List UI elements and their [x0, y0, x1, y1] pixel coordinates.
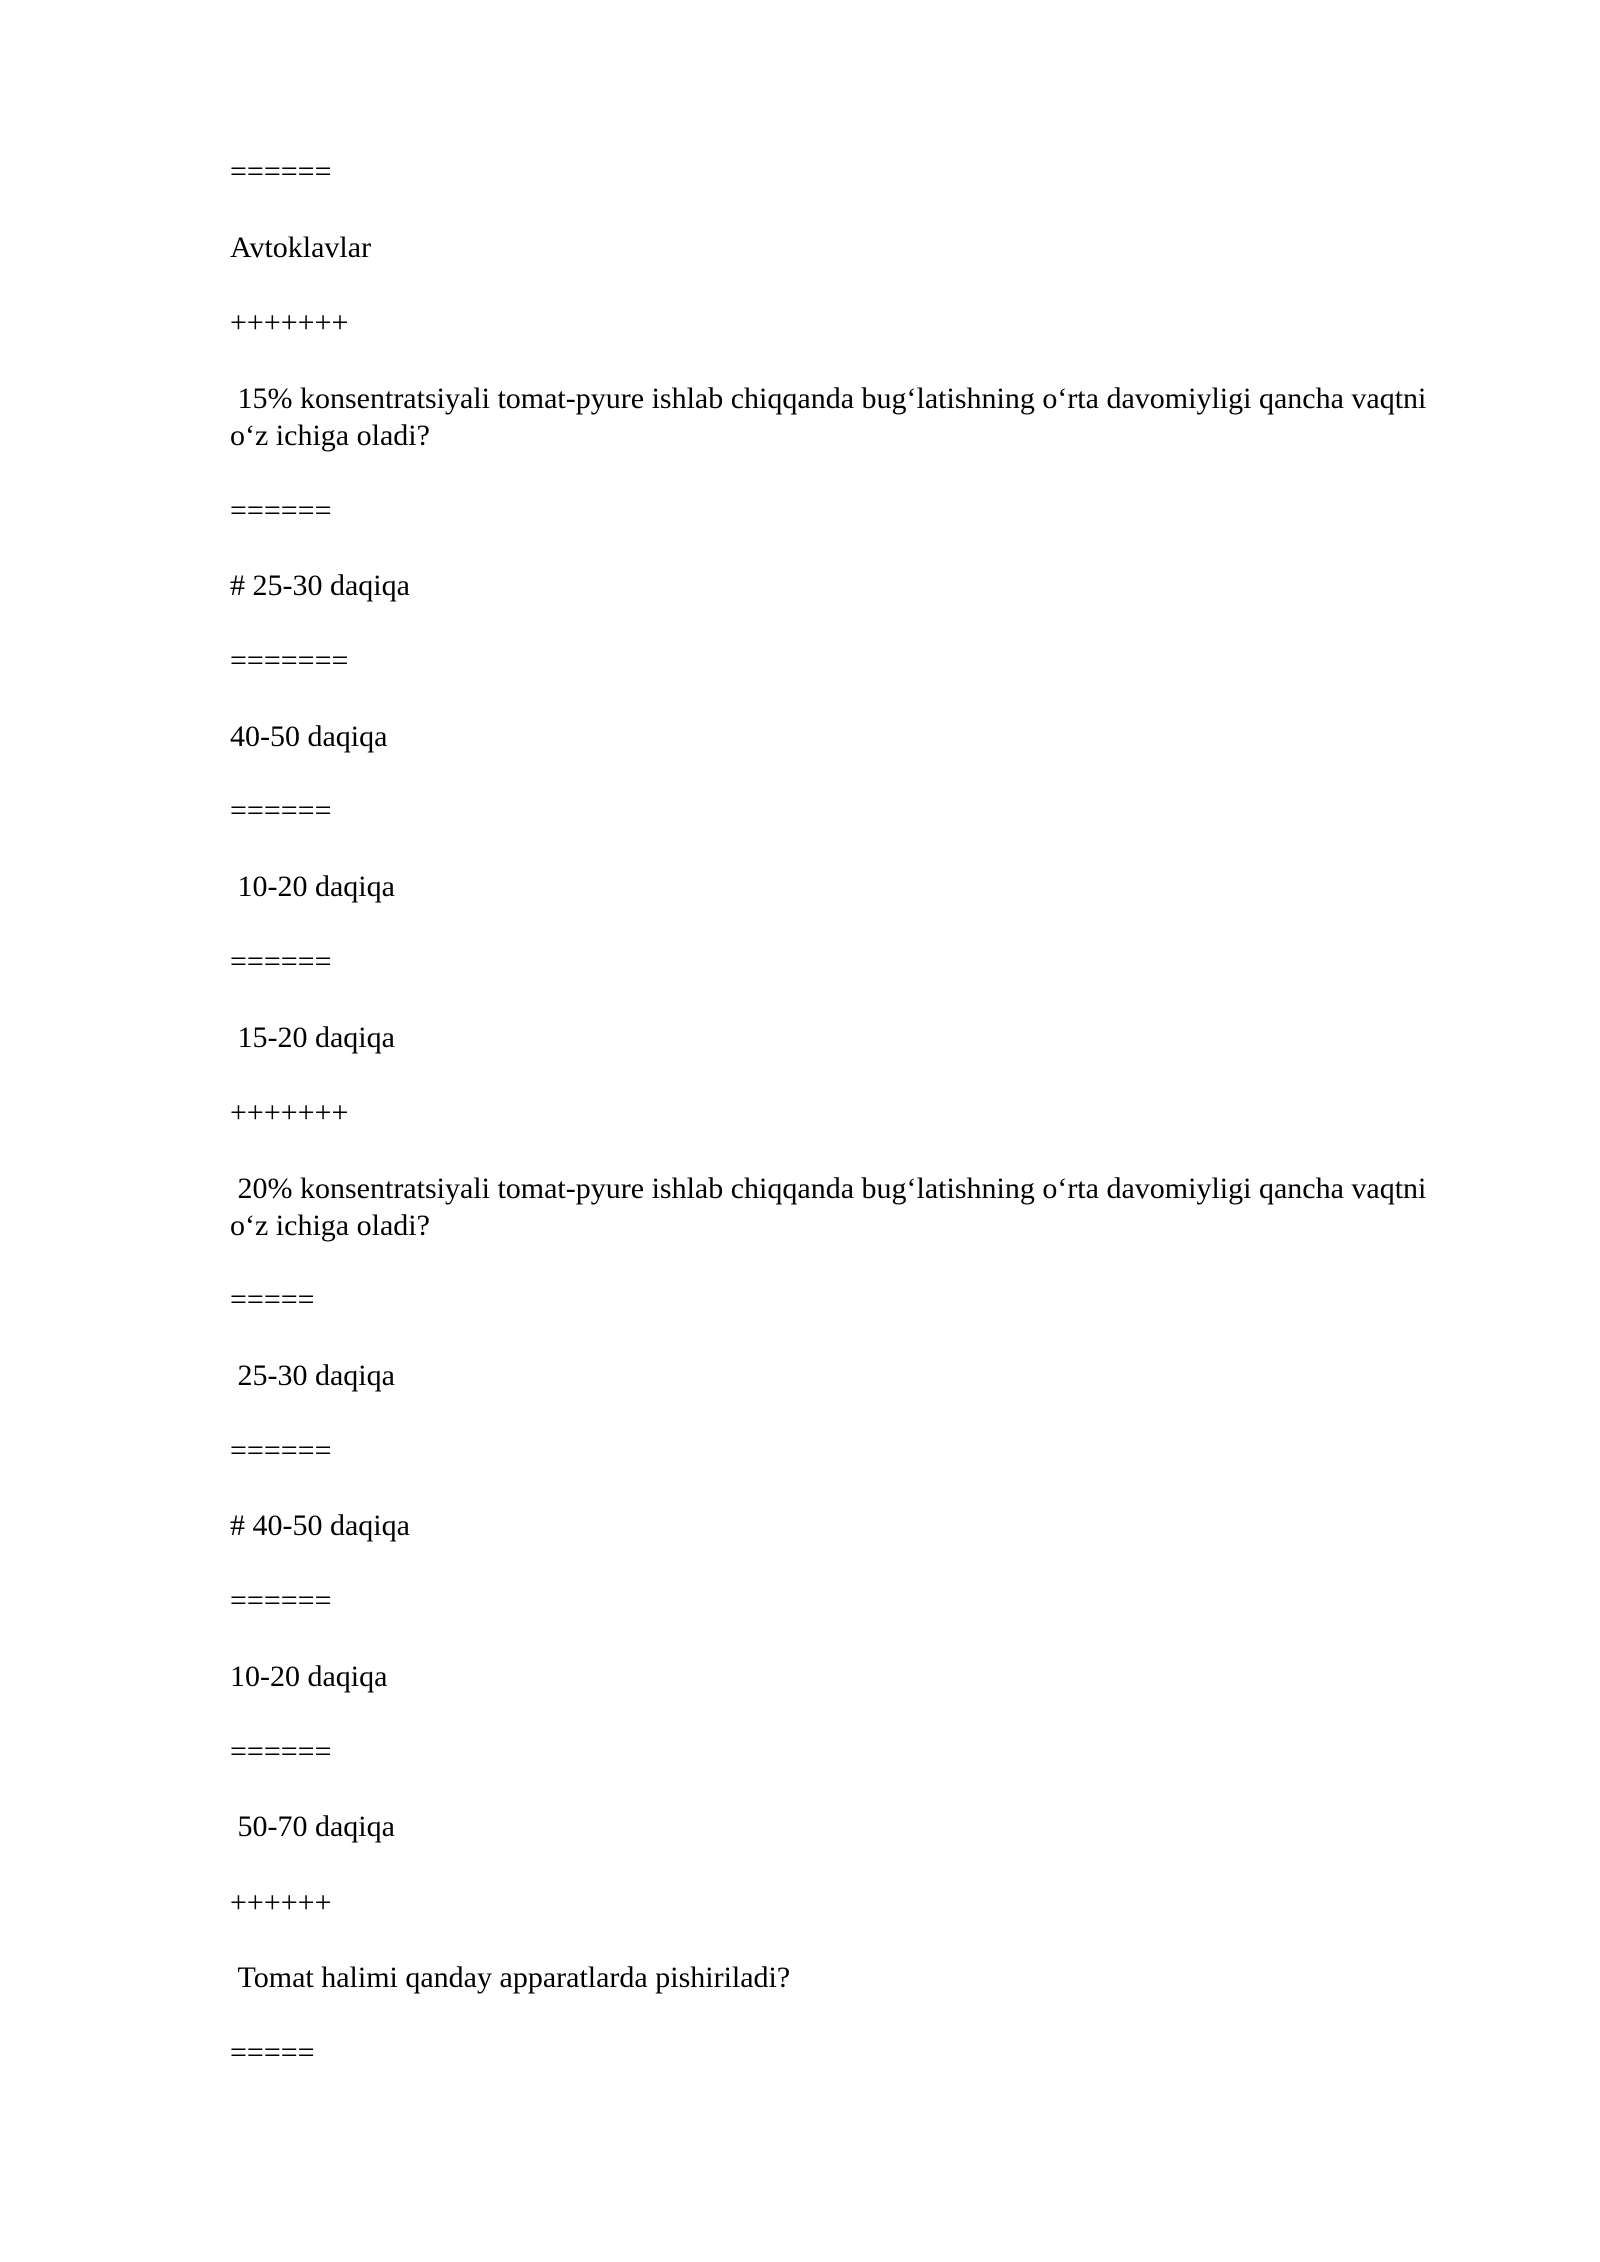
question-separator: +++++++ [230, 306, 349, 339]
separator-line: ====== [230, 945, 332, 978]
separator-line: ====== [230, 1735, 332, 1768]
answer-option: 25-30 daqiqa [230, 1359, 395, 1392]
separator-line: ====== [230, 494, 332, 527]
question-text: Tomat halimi qanday apparatlarda pishiriladi? [230, 1961, 791, 1994]
separator-line: ====== [230, 794, 332, 827]
separator-line: ====== [230, 1584, 332, 1617]
question-separator: ++++++ [230, 1886, 332, 1919]
answer-option: 50-70 daqiqa [230, 1810, 395, 1843]
question-separator: +++++++ [230, 1096, 349, 1129]
separator-line: ======= [230, 644, 349, 677]
correct-answer-option: # 25-30 daqiqa [230, 569, 410, 602]
question-text: 20% konsentratsiyali tomat-pyure ishlab chiqqanda bug‘latishning o‘rta davomiyligi qancha vaqtni o‘z ichiga oladi? [230, 1172, 1434, 1242]
separator-line: ====== [230, 155, 332, 188]
answer-option: 40-50 daqiqa [230, 720, 388, 753]
separator-line: ====== [230, 1434, 332, 1467]
question-text: 15% konsentratsiyali tomat-pyure ishlab chiqqanda bug‘latishning o‘rta davomiyligi qancha vaqtni o‘z ichiga oladi? [230, 382, 1434, 452]
answer-option: 10-20 daqiqa [230, 1660, 388, 1693]
separator-line: ===== [230, 1283, 315, 1316]
correct-answer-option: # 40-50 daqiqa [230, 1509, 410, 1542]
answer-option: 15-20 daqiqa [230, 1021, 395, 1054]
answer-option: 10-20 daqiqa [230, 870, 395, 903]
answer-option: Avtoklavlar [230, 231, 372, 264]
separator-line: ===== [230, 2036, 315, 2069]
